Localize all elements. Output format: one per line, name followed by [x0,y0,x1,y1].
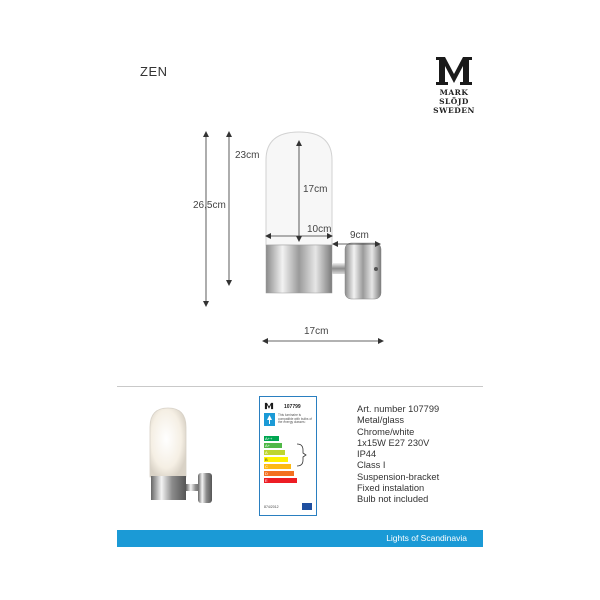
dim-shade-diameter: 10cm [307,224,332,235]
grade-b: B [264,457,288,462]
logo-brand-line3: SWEDEN [433,106,475,115]
plate-screw [374,267,378,271]
lamp-pictogram-icon [264,413,275,426]
label-logo-icon [264,401,274,411]
grade-e: E [264,478,297,483]
section-divider [117,386,483,387]
dim-shade-outer-height: 23cm [235,150,260,161]
wall-plate [345,243,381,299]
spec-class: Class I [357,460,386,471]
dim-projection: 17cm [304,326,329,337]
grade-ap: A+ [264,443,282,448]
energy-label [259,396,317,516]
dim-base-width: 9cm [350,230,369,241]
spec-article-number: Art. number 107799 [357,404,440,414]
grade-app: A++ [264,436,279,441]
grade-a: A [264,450,285,455]
grade-c: C [264,464,291,469]
spec-ip-rating: IP44 [357,449,377,460]
spec-material: Metal/glass [357,415,405,426]
logo-brand-line1: MARK [439,88,469,97]
product-title: ZEN [140,64,168,79]
label-article-number: 107799 [284,404,301,410]
spec-color: Chrome/white [357,426,415,437]
dim-total-height: 26,5cm [193,200,226,211]
spec-bulb-note: Bulb not included [357,494,429,505]
label-regulation: 874/2012 [264,505,279,509]
spec-bulb: 1x15W E27 230V [357,437,430,448]
grade-range-bracket-icon [296,442,310,468]
footer-bar [117,530,483,547]
eu-flag-icon [302,503,312,510]
label-compatibility-text: This luminaire is compatible with bulbs of the energy classes: [278,413,313,425]
spec-list [357,404,439,506]
spec-mounting: Suspension-bracket [357,471,440,482]
logo-brand-line2: SLÖJD [439,97,469,106]
dim-shade-height: 17cm [303,184,328,195]
spec-installation: Fixed instalation [357,483,425,494]
grade-d: D [264,471,294,476]
chrome-holder [266,245,332,293]
product-photo [140,402,220,507]
footer-tagline: Lights of Scandinavia [386,533,467,543]
